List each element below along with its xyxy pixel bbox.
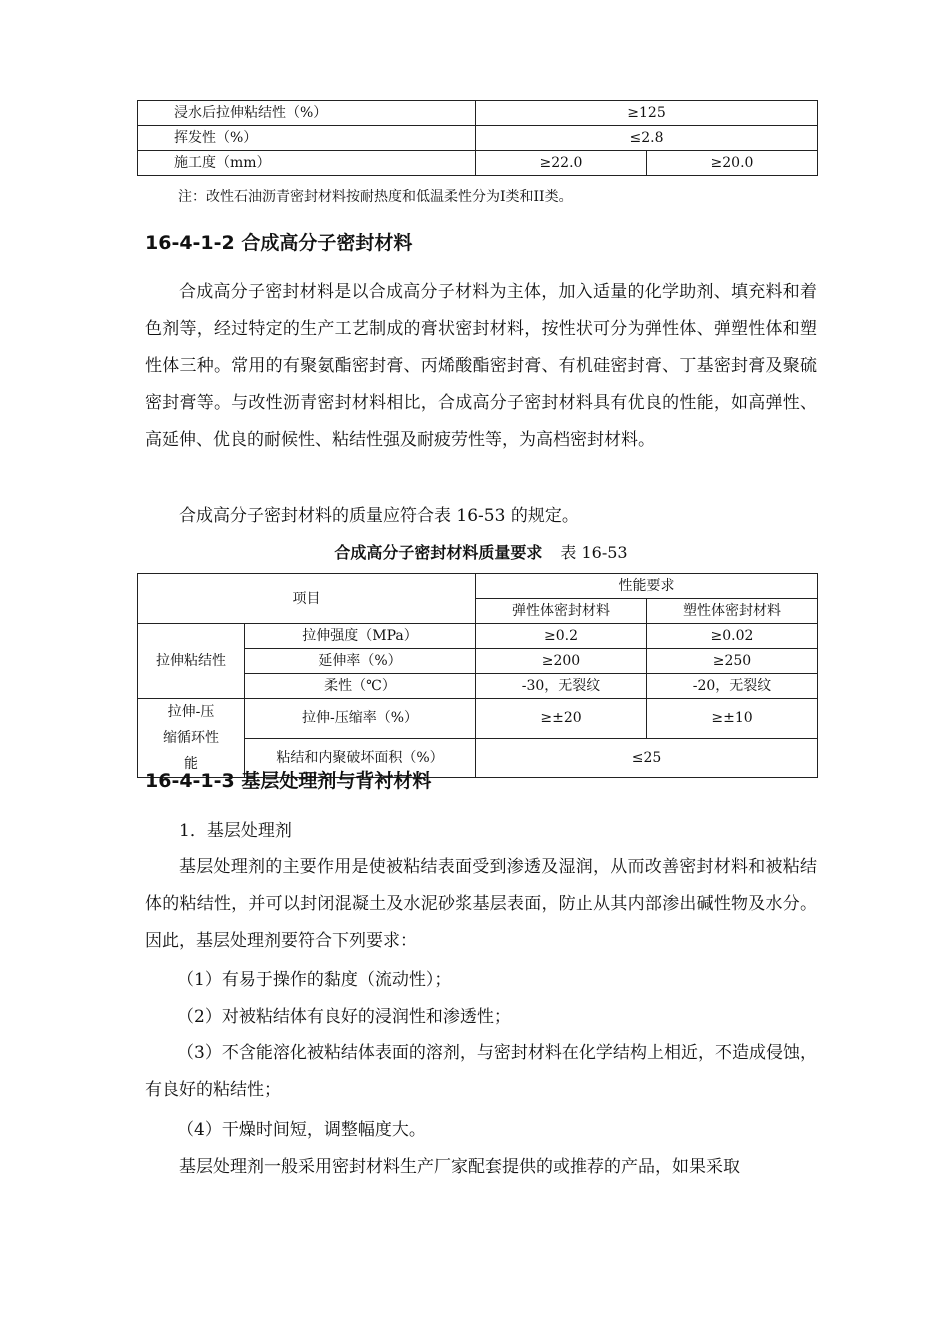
table-header-cell: 塑性体密封材料 [647, 599, 818, 624]
table-caption [145, 541, 817, 565]
table-cell: 粘结和内聚破坏面积（%） [245, 738, 476, 778]
table-row [138, 101, 818, 126]
table-group-label: 拉伸-压缩循环性能 [163, 704, 219, 772]
list-item: （4）干燥时间短，调整幅度大。 [177, 1120, 426, 1140]
top-table [137, 100, 818, 176]
table-note: 注：改性石油沥青密封材料按耐热度和低温柔性分为I类和II类。 [178, 189, 573, 205]
table-cell: ≥250 [647, 649, 818, 674]
table-cell: 拉伸-压缩率（%） [245, 699, 476, 739]
table-header-cell: 弹性体密封材料 [476, 599, 647, 624]
table-header-row [138, 574, 818, 599]
table-cell: ≥±10 [647, 699, 818, 739]
list-item-text: （3）不含能溶化被粘结体表面的溶剂，与密封材料在化学结构上相近，不造成侵蚀，有良好的粘结性； [145, 1043, 817, 1100]
table-cell: ≥22.0 [476, 151, 647, 176]
table-row [138, 699, 818, 739]
table-cell: 拉伸强度（MPa） [245, 624, 476, 649]
list-item: （2）对被粘结体有良好的浸润性和渗透性； [177, 1007, 511, 1027]
table-header-cell: 项目 [138, 574, 476, 624]
subsection-title: 1．基层处理剂 [179, 821, 292, 841]
table-number: 表 16-53 [560, 543, 628, 562]
paragraph-text: 基层处理剂的主要作用是使被粘结表面受到渗透及湿润，从而改善密封材料和被粘结体的粘结性，并可以封闭混凝土及水泥砂浆基层表面，防止从其内部渗出碱性物及水分。因此，基层处理剂要符合下列要求： [145, 857, 817, 951]
table-row [138, 151, 818, 176]
list-item: （1）有易于操作的黏度（流动性）； [177, 970, 452, 990]
table-cell: ≥200 [476, 649, 647, 674]
body-paragraph: 基层处理剂一般采用密封材料生产厂家配套提供的或推荐的产品，如果采取 [179, 1157, 740, 1177]
table-cell: 柔性（℃） [245, 674, 476, 699]
table-row [138, 126, 818, 151]
table-cell: 延伸率（%） [245, 649, 476, 674]
table-group-cell: 拉伸粘结性 [138, 624, 245, 699]
table-cell: -20，无裂纹 [647, 674, 818, 699]
table-cell: ≥±20 [476, 699, 647, 739]
table-group-cell [138, 699, 245, 778]
table-cell: -30，无裂纹 [476, 674, 647, 699]
table-cell: 浸水后拉伸粘结性（%） [138, 101, 476, 126]
table-cell: 挥发性（%） [138, 126, 476, 151]
table-cell: 施工度（mm） [138, 151, 476, 176]
table-cell: ≥0.02 [647, 624, 818, 649]
body-paragraph [145, 274, 817, 459]
table-cell: ≥0.2 [476, 624, 647, 649]
body-paragraph [145, 849, 817, 960]
table-title: 合成高分子密封材料质量要求 [334, 543, 543, 562]
table-cell: ≤2.8 [476, 126, 818, 151]
section-heading: 16-4-1-3 基层处理剂与背衬材料 [145, 770, 432, 792]
table-cell: ≥125 [476, 101, 818, 126]
paragraph-text: 合成高分子密封材料是以合成高分子材料为主体，加入适量的化学助剂、填充料和着色剂等，经过特定的生产工艺制成的膏状密封材料，按性状可分为弹性体、弹塑性体和塑性体三种。常用的有聚氨酯密封膏、丙烯酸酯密封膏、有机硅密封膏、丁基密封膏及聚硫密封膏等。与改性沥青密封材料相比，合成高分子密封材料具有优良的性能，如高弹性、高延伸、优良的耐候性、粘结性强及耐疲劳性等，为高档密封材料。 [145, 282, 817, 450]
table-cell: ≤25 [476, 738, 818, 778]
table-header-cell: 性能要求 [476, 574, 818, 599]
quality-table [137, 573, 818, 778]
list-item [145, 1035, 817, 1109]
body-paragraph: 合成高分子密封材料的质量应符合表 16-53 的规定。 [179, 506, 579, 526]
table-cell: ≥20.0 [647, 151, 818, 176]
table-row [138, 624, 818, 649]
section-heading: 16-4-1-2 合成高分子密封材料 [145, 232, 413, 254]
